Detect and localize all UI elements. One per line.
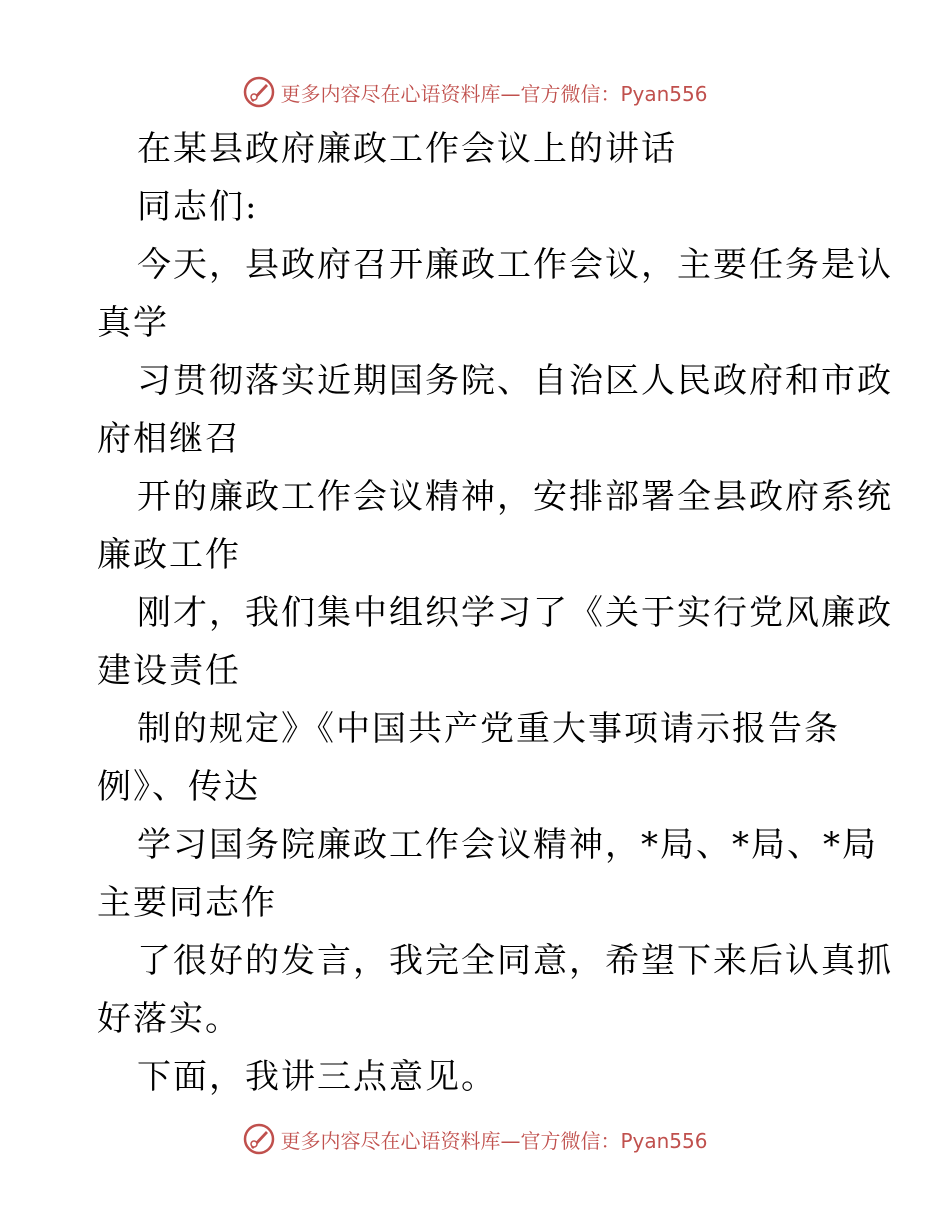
text-line: 习贯彻落实近期国务院、自治区人民政府和市政: [137, 361, 893, 401]
text-line: 在某县政府廉政工作会议上的讲话: [137, 129, 677, 169]
text-line: 同志们:: [137, 187, 259, 227]
quill-pen-logo-icon: [242, 1122, 276, 1156]
text-line: 今天，县政府召开廉政工作会议，主要任务是认: [137, 245, 893, 285]
watermark-text: 更多内容尽在心语资料库—官方微信：Pyan556: [280, 81, 708, 106]
header-watermark: [0, 72, 950, 112]
text-line: 下面，我讲三点意见。: [137, 1057, 497, 1097]
text-line: 开的廉政工作会议精神，安排部署全县政府系统: [137, 477, 893, 517]
footer-watermark: [0, 1119, 950, 1159]
document-body: [97, 120, 893, 1106]
text-line: 主要同志作: [97, 883, 277, 923]
text-line: 好落实。: [97, 999, 241, 1039]
text-line: 学习国务院廉政工作会议精神，*局、*局、*局: [137, 825, 878, 865]
text-line: 了很好的发言，我完全同意，希望下来后认真抓: [137, 941, 893, 981]
text-line: 真学: [97, 303, 169, 343]
watermark-text: 更多内容尽在心语资料库—官方微信：Pyan556: [280, 1128, 708, 1153]
text-line: 廉政工作: [97, 535, 241, 575]
text-line: 例》、传达: [97, 767, 260, 807]
text-line: 制的规定》《中国共产党重大事项请示报告条: [137, 709, 840, 749]
text-line: 刚才，我们集中组织学习了《关于实行党风廉政: [137, 593, 893, 633]
text-line: 建设责任: [97, 651, 241, 691]
text-line: 府相继召: [97, 419, 241, 459]
quill-pen-logo-icon: [242, 75, 276, 109]
